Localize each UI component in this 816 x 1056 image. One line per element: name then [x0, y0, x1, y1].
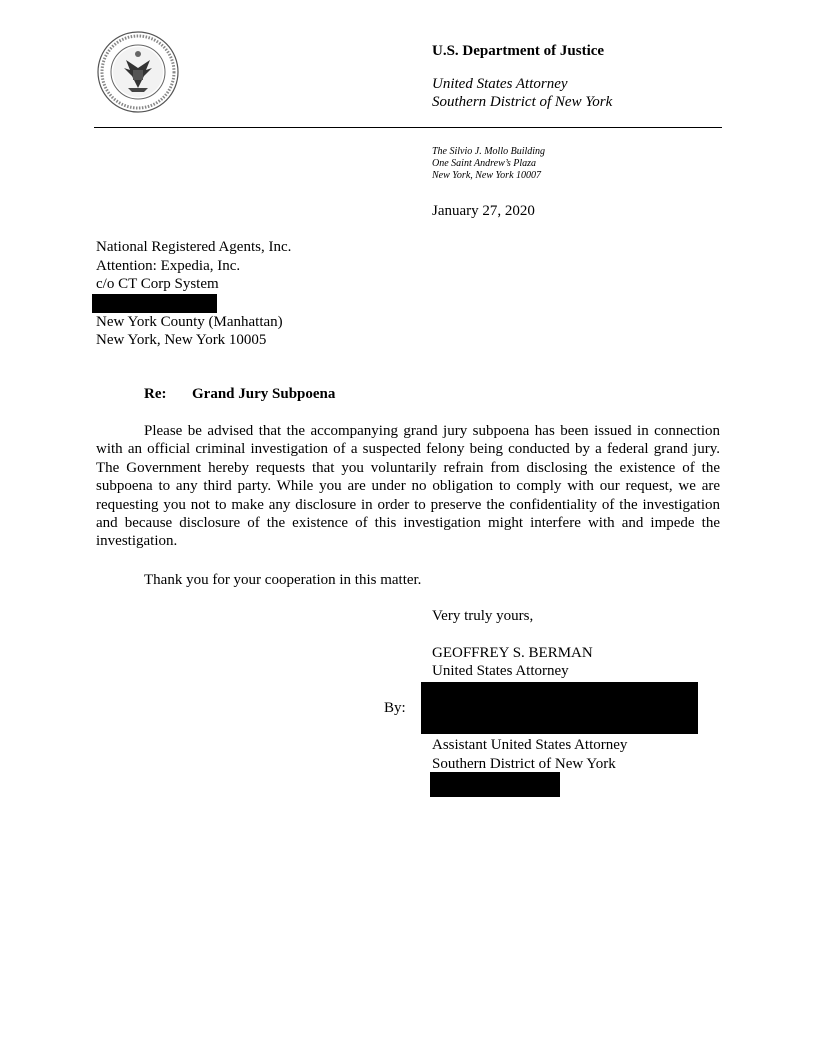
letter-date: January 27, 2020 — [432, 203, 535, 219]
office-address-line: One Saint Andrew’s Plaza — [432, 158, 536, 169]
office-address-line: New York, New York 10007 — [432, 170, 542, 181]
by-label: By: — [384, 700, 406, 716]
thanks-line: Thank you for your cooperation in this matter. — [144, 572, 422, 588]
district-name: Southern District of New York — [432, 94, 613, 110]
doj-seal-icon — [96, 30, 180, 114]
recipient-line: Attention: Expedia, Inc. — [96, 258, 241, 274]
department-name: U.S. Department of Justice — [432, 43, 605, 59]
signature-redaction-block — [421, 682, 698, 734]
recipient-line: c/o CT Corp System — [96, 276, 219, 292]
redaction-block — [92, 294, 217, 313]
office-name: United States Attorney — [432, 76, 568, 92]
subject-label: Re: — [144, 386, 167, 402]
recipient-line: National Registered Agents, Inc. — [96, 239, 292, 255]
recipient-line: New York County (Manhattan) — [96, 314, 283, 330]
signatory-name: GEOFFREY S. BERMAN — [432, 645, 593, 661]
recipient-line: New York, New York 10005 — [96, 332, 267, 348]
office-address-line: The Silvio J. Mollo Building — [432, 146, 546, 157]
ausa-office: Southern District of New York — [432, 756, 616, 772]
ausa-title: Assistant United States Attorney — [432, 737, 628, 753]
subject-text: Grand Jury Subpoena — [192, 386, 336, 402]
header-divider — [94, 127, 722, 128]
closing-line: Very truly yours, — [432, 608, 534, 624]
redaction-block — [430, 772, 560, 797]
signatory-title: United States Attorney — [432, 663, 569, 679]
body-paragraph: Please be advised that the accompanying grand jury subpoena has been issued in connection with an official criminal investigation of a suspected felony being conducted by a federal grand jury. The Government hereby requests that you voluntarily refrain from disclosing the existence of the subpoena to any third party. While you are under no obligation to comply with our request, we are requesting you not to make any disclosure in order to preserve the confidentiality of the investigation and because disclosure of the existence of this investigation might interfere with and impede the investigation. — [96, 423, 720, 550]
